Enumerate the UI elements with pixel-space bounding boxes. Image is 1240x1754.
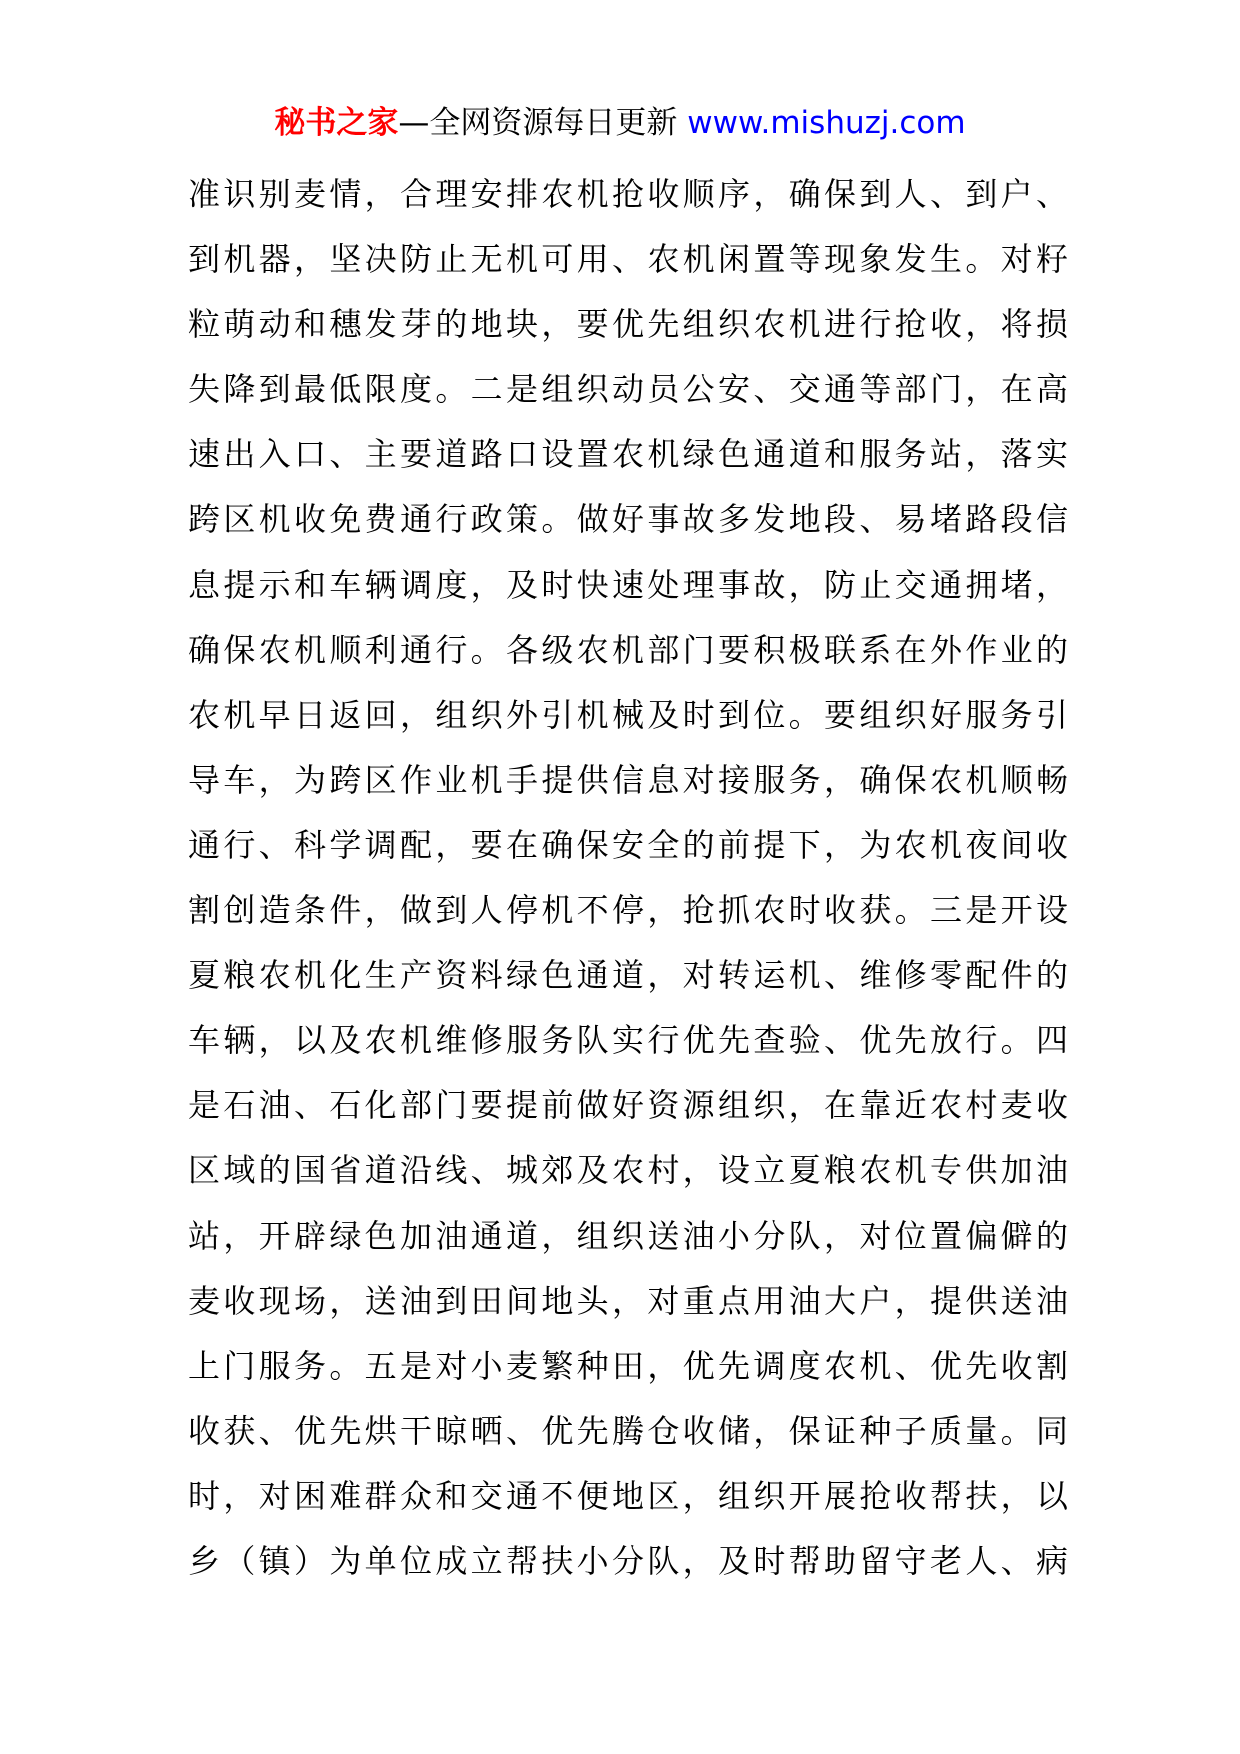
body-line: 上门服务。五是对小麦繁种田，优先调度农机、优先收割 <box>188 1346 1068 1385</box>
body-line: 区域的国省道沿线、城郊及农村，设立夏粮农机专供加油 <box>188 1151 1068 1190</box>
body-line: 速出入口、主要道路口设置农机绿色通道和服务站，落实 <box>188 435 1068 474</box>
document-body <box>188 162 1068 1594</box>
body-line: 站，开辟绿色加油通道，组织送油小分队，对位置偏僻的 <box>188 1216 1068 1255</box>
body-line: 粒萌动和穗发芽的地块，要优先组织农机进行抢收，将损 <box>188 305 1068 344</box>
body-line: 通行、科学调配，要在确保安全的前提下，为农机夜间收 <box>188 825 1068 864</box>
body-line: 息提示和车辆调度，及时快速处理事故，防止交通拥堵， <box>188 565 1068 604</box>
header-slogan: —全网资源每日更新 <box>398 105 678 141</box>
body-line: 确保农机顺利通行。各级农机部门要积极联系在外作业的 <box>188 630 1068 669</box>
body-line: 准识别麦情，合理安排农机抢收顺序，确保到人、到户、 <box>188 175 1068 213</box>
body-line: 导车，为跨区作业机手提供信息对接服务，确保农机顺畅 <box>188 760 1068 799</box>
site-header <box>0 101 1240 145</box>
body-line: 夏粮农机化生产资料绿色通道，对转运机、维修零配件的 <box>188 956 1068 995</box>
body-line: 农机早日返回，组织外引机械及时到位。要组织好服务引 <box>188 695 1068 734</box>
body-line: 跨区机收免费通行政策。做好事故多发地段、易堵路段信 <box>188 500 1068 539</box>
body-line: 车辆，以及农机维修服务队实行优先查验、优先放行。四 <box>188 1021 1068 1060</box>
body-line: 时，对困难群众和交通不便地区，组织开展抢收帮扶，以 <box>188 1476 1068 1515</box>
body-line: 乡（镇）为单位成立帮扶小分队，及时帮助留守老人、病 <box>188 1541 1068 1580</box>
body-line: 割创造条件，做到人停机不停，抢抓农时收获。三是开设 <box>188 891 1068 930</box>
site-url-link[interactable]: www.mishuzj.com <box>687 105 966 141</box>
body-line: 到机器，坚决防止无机可用、农机闲置等现象发生。对籽 <box>188 240 1068 279</box>
body-line: 是石油、石化部门要提前做好资源组织，在靠近农村麦收 <box>188 1086 1068 1125</box>
body-line: 失降到最低限度。二是组织动员公安、交通等部门，在高 <box>188 370 1068 409</box>
body-line: 收获、优先烘干晾晒、优先腾仓收储，保证种子质量。同 <box>188 1411 1068 1450</box>
brand-name: 秘书之家 <box>274 105 399 141</box>
body-line: 麦收现场，送油到田间地头，对重点用油大户，提供送油 <box>188 1281 1068 1320</box>
